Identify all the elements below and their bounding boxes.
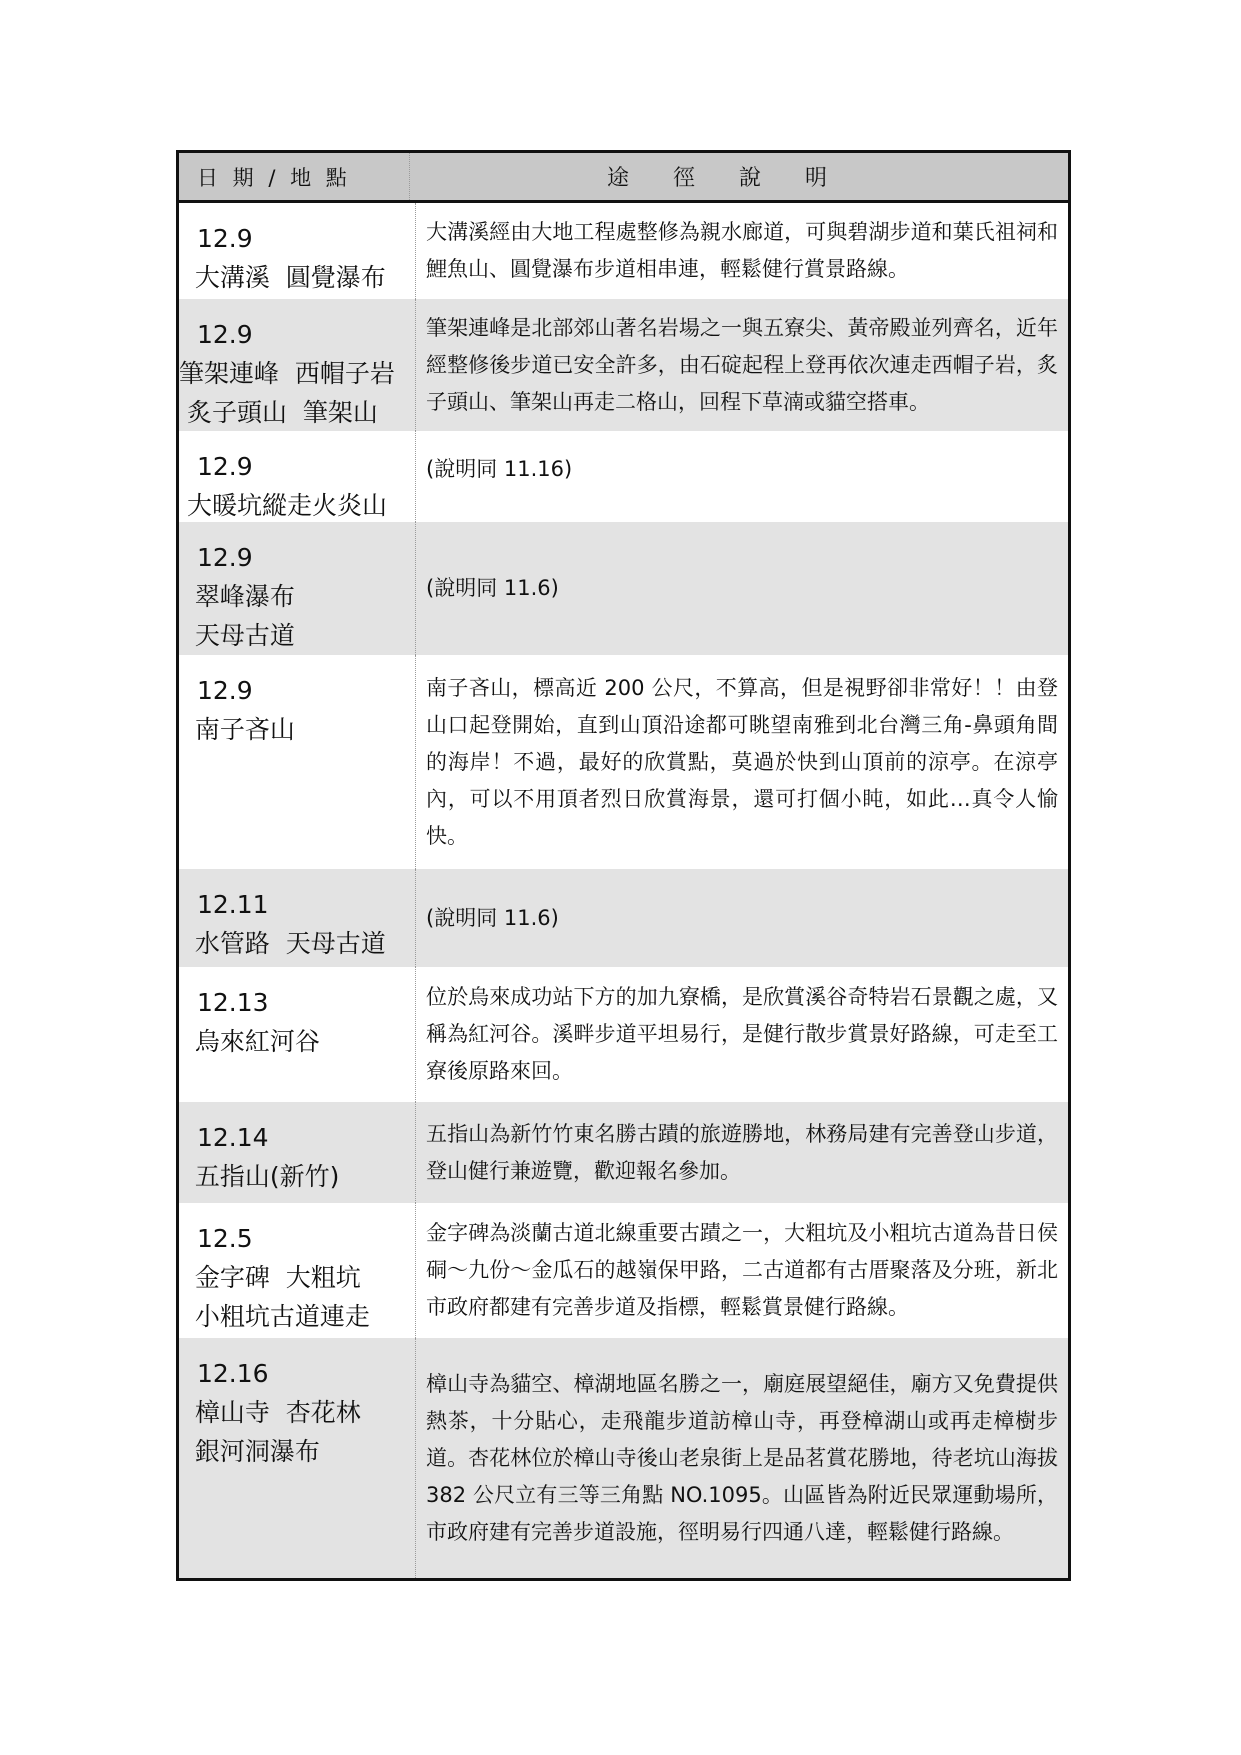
place: 小粗坑古道連走 (179, 1302, 370, 1331)
table-row (179, 1203, 1068, 1338)
table-row (179, 869, 1068, 967)
itinerary-table (176, 150, 1071, 1581)
description: 大溝溪經由大地工程處整修為親水廊道，可與碧湖步道和葉氏祖祠和鯉魚山、圓覺瀑布步道相串連，輕鬆健行賞景路線。 (426, 220, 1058, 281)
date: 12.16 (197, 1359, 269, 1388)
date: 12.5 (197, 1224, 253, 1253)
date: 12.9 (197, 676, 253, 705)
description: 筆架連峰是北部郊山著名岩場之一與五寮尖、黃帝殿並列齊名，近年經整修後步道已安全許多，由石碇起程上登再依次連走西帽子岩，炙子頭山、筆架山再走二格山，回程下草湳或貓空搭車。 (426, 315, 1058, 414)
date-place-cell (179, 869, 416, 967)
place: 樟山寺 杏花林 (179, 1398, 361, 1427)
date: 12.11 (197, 890, 269, 919)
date-place-cell (179, 1102, 416, 1203)
place: 翠峰瀑布 (179, 582, 295, 611)
table-row (179, 522, 1068, 655)
table-row (179, 655, 1068, 869)
date: 12.13 (197, 988, 269, 1017)
description: (說明同 11.6) (426, 905, 559, 930)
date-place-cell (179, 967, 416, 1102)
description: 樟山寺為貓空、樟湖地區名勝之一，廟庭展望絕佳，廟方又免費提供熱茶，十分貼心，走飛龍步道訪樟山寺，再登樟湖山或再走樟樹步道。杏花林位於樟山寺後山老泉街上是品茗賞花勝地，待老坑山海拔 382 公尺立有三等三角點 NO.1095。山區皆為附近民眾運動場所，市政府建有完善步道設施，徑明易行四通八達，輕鬆健行路線。 (426, 1371, 1058, 1544)
date-place-cell (179, 522, 416, 655)
table-header (179, 153, 1068, 203)
place: 烏來紅河谷 (179, 1027, 320, 1056)
place: 大溝溪 圓覺瀑布 (179, 263, 386, 292)
description: 金字碑為淡蘭古道北線重要古蹟之一，大粗坑及小粗坑古道為昔日侯硐～九份～金瓜石的越嶺保甲路，二古道都有古厝聚落及分班，新北市政府都建有完善步道及指標，輕鬆賞景健行路線。 (426, 1221, 1058, 1319)
table-row (179, 431, 1068, 522)
date: 12.14 (197, 1123, 269, 1152)
table-row (179, 967, 1068, 1102)
place: 天母古道 (179, 621, 295, 650)
place: 南子吝山 (179, 715, 295, 744)
description: (說明同 11.16) (426, 457, 573, 481)
table-row (179, 203, 1068, 299)
place: 銀河洞瀑布 (179, 1437, 320, 1466)
date: 12.9 (197, 452, 253, 481)
date: 12.9 (197, 543, 253, 572)
table-row (179, 1102, 1068, 1203)
description: 南子吝山，標高近 200 公尺，不算高，但是視野卻非常好！！由登山口起登開始，直到山頂沿途都可眺望南雅到北台灣三角-鼻頭角間的海岸！不過，最好的欣賞點，莫過於快到山頂前的涼亭。在涼亭內，可以不用頂者烈日欣賞海景，還可打個小盹，如此…真令人愉快。 (426, 675, 1058, 848)
place: 炙子頭山 筆架山 (179, 398, 378, 427)
place: 大暖坑縱走火炎山 (179, 491, 387, 520)
header-date-place: 日 期 / 地 點 (179, 153, 410, 200)
date-place-cell (179, 1338, 416, 1578)
date-place-cell (179, 655, 416, 869)
description: 五指山為新竹竹東名勝古蹟的旅遊勝地，林務局建有完善登山步道，登山健行兼遊覽，歡迎報名參加。 (426, 1121, 1058, 1183)
place: 五指山(新竹) (179, 1162, 340, 1191)
place: 金字碑 大粗坑 (179, 1263, 361, 1292)
date: 12.9 (197, 320, 253, 349)
table-row (179, 1338, 1068, 1578)
place: 筆架連峰 西帽子岩 (179, 359, 395, 388)
date: 12.9 (197, 224, 253, 253)
date-place-cell (179, 431, 416, 522)
place: 水管路 天母古道 (179, 929, 386, 958)
table-row (179, 299, 1068, 431)
description: 位於烏來成功站下方的加九寮橋，是欣賞溪谷奇特岩石景觀之處，又稱為紅河谷。溪畔步道平坦易行，是健行散步賞景好路線，可走至工寮後原路來回。 (426, 985, 1058, 1083)
date-place-cell (179, 299, 416, 431)
date-place-cell (179, 1203, 416, 1338)
date-place-cell (179, 203, 416, 299)
description: (說明同 11.6) (426, 576, 559, 600)
header-route-description: 途徑說明 (606, 166, 871, 191)
